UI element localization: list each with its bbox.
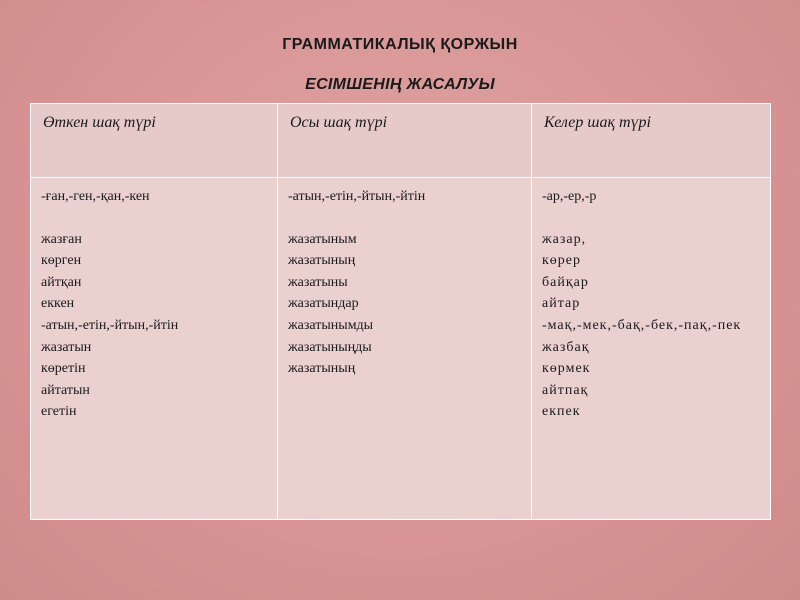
slide-title: ГРАММАТИКАЛЫҚ ҚОРЖЫН	[282, 36, 518, 53]
header-future-tense: Келер шақ түрі	[532, 104, 771, 178]
list-item: жазбақ	[542, 339, 590, 355]
list-item: -атын,-етін,-йтын,-йтін	[41, 317, 179, 333]
cell-present-tense	[278, 178, 532, 520]
list-item: көретін	[41, 361, 86, 377]
list-item: екпек	[542, 404, 581, 420]
list-item: жазатын	[41, 339, 92, 355]
cell-future-tense	[532, 178, 771, 520]
list-item: көрмек	[542, 361, 591, 377]
list-item: жазатыны	[288, 274, 348, 290]
suffix-text: -ар,-ер,-р	[542, 189, 597, 204]
list-item: айтар	[542, 296, 581, 312]
header-past-tense: Өткен шақ түрі	[31, 104, 278, 178]
list-item: жазатыныңды	[288, 339, 372, 355]
list-item: жазатыным	[288, 231, 357, 247]
list-item: жазатынымды	[288, 317, 374, 333]
list-item: еккен	[41, 296, 75, 312]
list-item: айтатын	[41, 382, 90, 398]
suffix-text: -ған,-ген,-қан,-кен	[41, 189, 150, 204]
list-item: байқар	[542, 274, 589, 290]
list-item: -мақ,-мек,-бақ,-бек,-пақ,-пек	[542, 317, 742, 333]
list-item: көрген	[41, 253, 82, 269]
list-item: айтқан	[41, 274, 82, 290]
list-item: егетін	[41, 404, 77, 420]
list-item: айтпақ	[542, 382, 589, 398]
cell-past-tense	[31, 178, 278, 520]
header-present-tense: Осы шақ түрі	[278, 104, 532, 178]
table-row	[31, 178, 771, 520]
list-item: жазар,	[542, 231, 587, 247]
table-header-row	[31, 104, 771, 178]
suffix-text: -атын,-етін,-йтын,-йтін	[288, 189, 426, 204]
list-item: көрер	[542, 253, 582, 269]
list-item: жазған	[41, 231, 82, 247]
list-item: жазатындар	[288, 296, 359, 312]
list-item: жазатының	[288, 253, 356, 269]
slide-subtitle: ЕСІМШЕНІҢ ЖАСАЛУЫ	[305, 76, 495, 93]
grammar-table	[30, 103, 771, 520]
list-item: жазатының	[288, 361, 356, 377]
